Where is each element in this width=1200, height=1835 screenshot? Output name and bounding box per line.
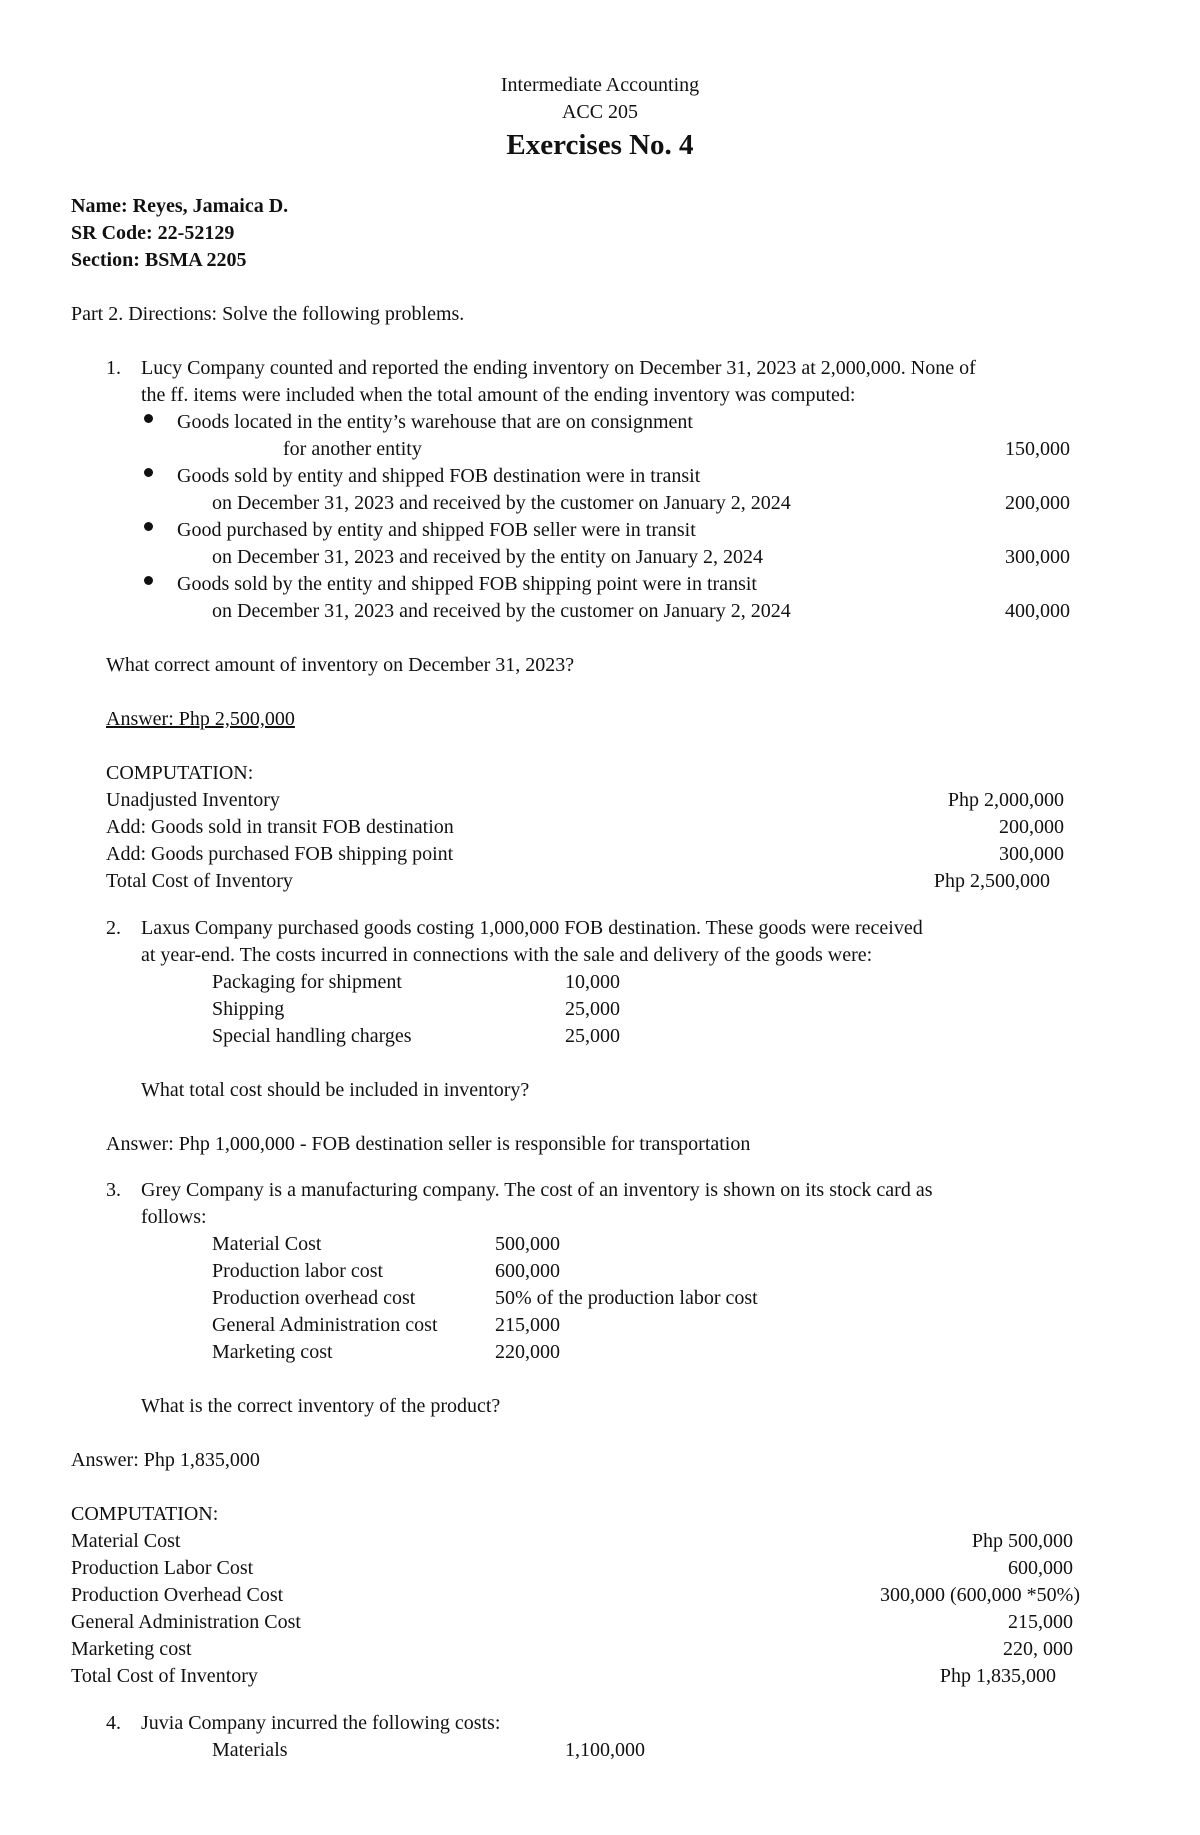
list-item: Goods sold by the entity and shipped FOB shipping point were in transit	[177, 573, 757, 595]
list-item-amount: 150,000	[1005, 438, 1070, 460]
computation-total-amount: Php 2,500,000	[933, 870, 1050, 892]
bullet-icon	[144, 522, 153, 531]
computation-row-amount: 300,000	[999, 843, 1064, 865]
cost-item-amount: 50% of the production labor cost	[495, 1287, 758, 1309]
computation-row-amount: Php 500,000	[971, 1530, 1073, 1552]
cost-item-label: Production overhead cost	[212, 1287, 416, 1309]
cost-item-amount: 500,000	[495, 1233, 560, 1255]
computation-row-amount: 200,000	[999, 816, 1064, 838]
list-item: Goods located in the entity’s warehouse that are on consignment	[177, 411, 693, 433]
list-item: Goods sold by entity and shipped FOB destination were in transit	[177, 465, 701, 487]
problem-3-text: follows:	[141, 1206, 207, 1228]
computation-label: COMPUTATION:	[71, 1503, 219, 1525]
cost-item-label: Packaging for shipment	[212, 971, 402, 993]
bullet-icon	[144, 576, 153, 585]
list-item: for another entity	[283, 438, 422, 460]
cost-item-label: Production labor cost	[212, 1260, 384, 1282]
computation-row-label: Add: Goods sold in transit FOB destination	[106, 816, 454, 838]
list-item-amount: 300,000	[1005, 546, 1070, 568]
list-item: on December 31, 2023 and received by the customer on January 2, 2024	[212, 600, 791, 622]
computation-row-amount: 600,000	[1008, 1557, 1073, 1579]
cost-item-label: Marketing cost	[212, 1341, 333, 1363]
cost-item-amount: 10,000	[565, 971, 620, 993]
bullet-icon	[144, 414, 153, 423]
list-item: on December 31, 2023 and received by the customer on January 2, 2024	[212, 492, 791, 514]
computation-row-amount: 215,000	[1008, 1611, 1073, 1633]
course-code: ACC 205	[561, 101, 639, 123]
problem-3-question: What is the correct inventory of the product?	[141, 1395, 501, 1417]
computation-row-amount: 220, 000	[1003, 1638, 1073, 1660]
computation-total-label: Total Cost of Inventory	[71, 1665, 258, 1687]
problem-1-number: 1.	[106, 357, 121, 379]
computation-label: COMPUTATION:	[106, 762, 254, 784]
cost-item-amount: 25,000	[565, 998, 620, 1020]
cost-item-label: General Administration cost	[212, 1314, 438, 1336]
problem-2-number: 2.	[106, 917, 121, 939]
document-title: Exercises No. 4	[506, 129, 694, 161]
problem-1-question: What correct amount of inventory on December 31, 2023?	[106, 654, 575, 676]
computation-row-amount: 300,000 (600,000 *50%)	[880, 1584, 1080, 1606]
problem-3-answer: Answer: Php 1,835,000	[71, 1449, 260, 1471]
cost-item-amount: 25,000	[565, 1025, 620, 1047]
bullet-icon	[144, 468, 153, 477]
list-item: on December 31, 2023 and received by the entity on January 2, 2024	[212, 546, 763, 568]
cost-item-amount: 600,000	[495, 1260, 560, 1282]
problem-1-answer: Answer: Php 2,500,000	[106, 708, 295, 730]
computation-row-label: Production Overhead Cost	[71, 1584, 284, 1606]
cost-item-label: Materials	[212, 1739, 288, 1761]
student-name: Name: Reyes, Jamaica D.	[71, 195, 289, 217]
computation-row-label: Unadjusted Inventory	[106, 789, 280, 811]
problem-1-text: Lucy Company counted and reported the ending inventory on December 31, 2023 at 2,000,000. None of	[141, 357, 976, 379]
computation-row-label: General Administration Cost	[71, 1611, 301, 1633]
student-sr-code: SR Code: 22-52129	[71, 222, 235, 244]
course-name: Intermediate Accounting	[500, 74, 700, 96]
cost-item-label: Shipping	[212, 998, 285, 1020]
cost-item-amount: 215,000	[495, 1314, 560, 1336]
problem-2-answer: Answer: Php 1,000,000 - FOB destination seller is responsible for transportation	[106, 1133, 751, 1155]
directions: Part 2. Directions: Solve the following problems.	[71, 303, 465, 325]
list-item-amount: 200,000	[1005, 492, 1070, 514]
cost-item-amount: 220,000	[495, 1341, 560, 1363]
cost-item-label: Special handling charges	[212, 1025, 412, 1047]
cost-item-label: Material Cost	[212, 1233, 322, 1255]
list-item: Good purchased by entity and shipped FOB seller were in transit	[177, 519, 696, 541]
computation-row-label: Production Labor Cost	[71, 1557, 254, 1579]
problem-3-text: Grey Company is a manufacturing company. The cost of an inventory is shown on its stock card as	[141, 1179, 933, 1201]
computation-row-label: Material Cost	[71, 1530, 181, 1552]
computation-total-label: Total Cost of Inventory	[106, 870, 293, 892]
problem-2-text: Laxus Company purchased goods costing 1,000,000 FOB destination. These goods were received	[141, 917, 923, 939]
student-section: Section: BSMA 2205	[71, 249, 247, 271]
list-item-amount: 400,000	[1005, 600, 1070, 622]
problem-2-question: What total cost should be included in inventory?	[141, 1079, 530, 1101]
computation-row-label: Add: Goods purchased FOB shipping point	[106, 843, 454, 865]
problem-4-text: Juvia Company incurred the following costs:	[141, 1712, 501, 1734]
computation-total-amount: Php 1,835,000	[939, 1665, 1056, 1687]
problem-1-text: the ff. items were included when the total amount of the ending inventory was computed:	[141, 384, 856, 406]
computation-row-label: Marketing cost	[71, 1638, 192, 1660]
problem-2-text: at year-end. The costs incurred in connections with the sale and delivery of the goods were:	[141, 944, 873, 966]
cost-item-amount: 1,100,000	[565, 1739, 645, 1761]
problem-4-number: 4.	[106, 1712, 121, 1734]
computation-row-amount: Php 2,000,000	[947, 789, 1064, 811]
problem-3-number: 3.	[106, 1179, 121, 1201]
